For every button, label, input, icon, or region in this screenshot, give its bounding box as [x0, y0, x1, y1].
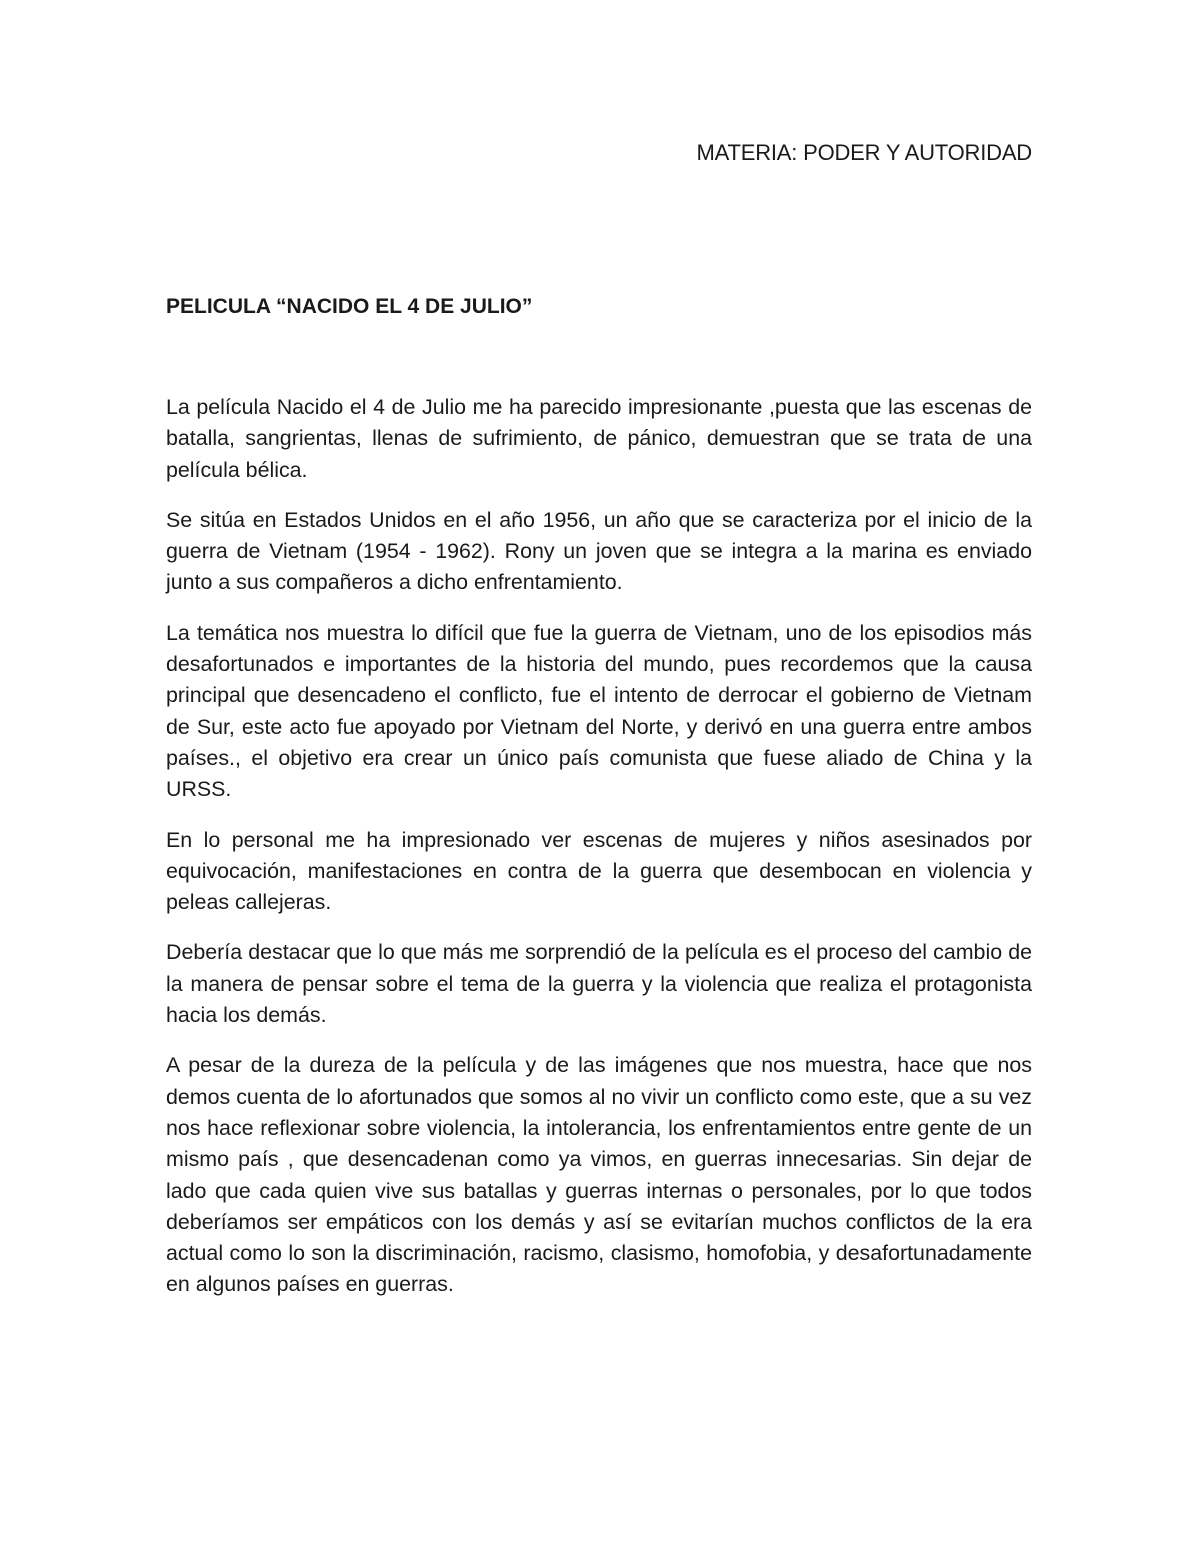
- paragraph-4: En lo personal me ha impresionado ver escenas de mujeres y niños asesinados por equivocación, manifestaciones en contra de la guerra que desembocan en violencia y peleas callejeras.: [166, 827, 1032, 915]
- paragraph-3: La temática nos muestra lo difícil que fue la guerra de Vietnam, uno de los episodios más desafortunados e importantes de la historia del mundo, pues recordemos que la causa principal que desencadeno el conflicto, fue el intento de derrocar el gobierno de Vietnam de Sur, este acto fue apoyado por Vietnam del Norte, y derivó en una guerra entre ambos países., el objetivo era crear un único país comunista que fuese aliado de China y la URSS.: [166, 620, 1032, 802]
- document-body: [166, 392, 1032, 1320]
- subject-heading: MATERIA: PODER Y AUTORIDAD: [696, 140, 1032, 165]
- paragraph-6: A pesar de la dureza de la película y de las imágenes que nos muestra, hace que nos demos cuenta de lo afortunados que somos al no vivir un conflicto como este, que a su vez nos hace reflexionar sobre violencia, la intolerancia, los enfrentamientos entre gente de un mismo país , que desencadenan como ya vimos, en guerras innecesarias. Sin dejar de lado que cada quien vive sus batallas y guerras internas o personales, por lo que todos deberíamos ser empáticos con los demás y así se evitarían muchos conflictos de la era actual como lo son la discriminación, racismo, clasismo, homofobia, y desafortunadamente en algunos países en guerras.: [166, 1053, 1032, 1297]
- paragraph-5: Debería destacar que lo que más me sorprendió de la película es el proceso del cambio de la manera de pensar sobre el tema de la guerra y la violencia que realiza el protagonista hacia los demás.: [166, 940, 1032, 1028]
- paragraph-1: La película Nacido el 4 de Julio me ha parecido impresionante ,puesta que las escenas de batalla, sangrientas, llenas de sufrimiento, de pánico, demuestran que se trata de una película bélica.: [166, 395, 1032, 482]
- document-title: PELICULA “NACIDO EL 4 DE JULIO”: [166, 295, 533, 318]
- paragraph-2: Se sitúa en Estados Unidos en el año 1956, un año que se caracteriza por el inicio de la guerra de Vietnam (1954 - 1962). Rony un joven que se integra a la marina es enviado junto a sus compañeros a dicho enfrentamiento.: [166, 507, 1032, 595]
